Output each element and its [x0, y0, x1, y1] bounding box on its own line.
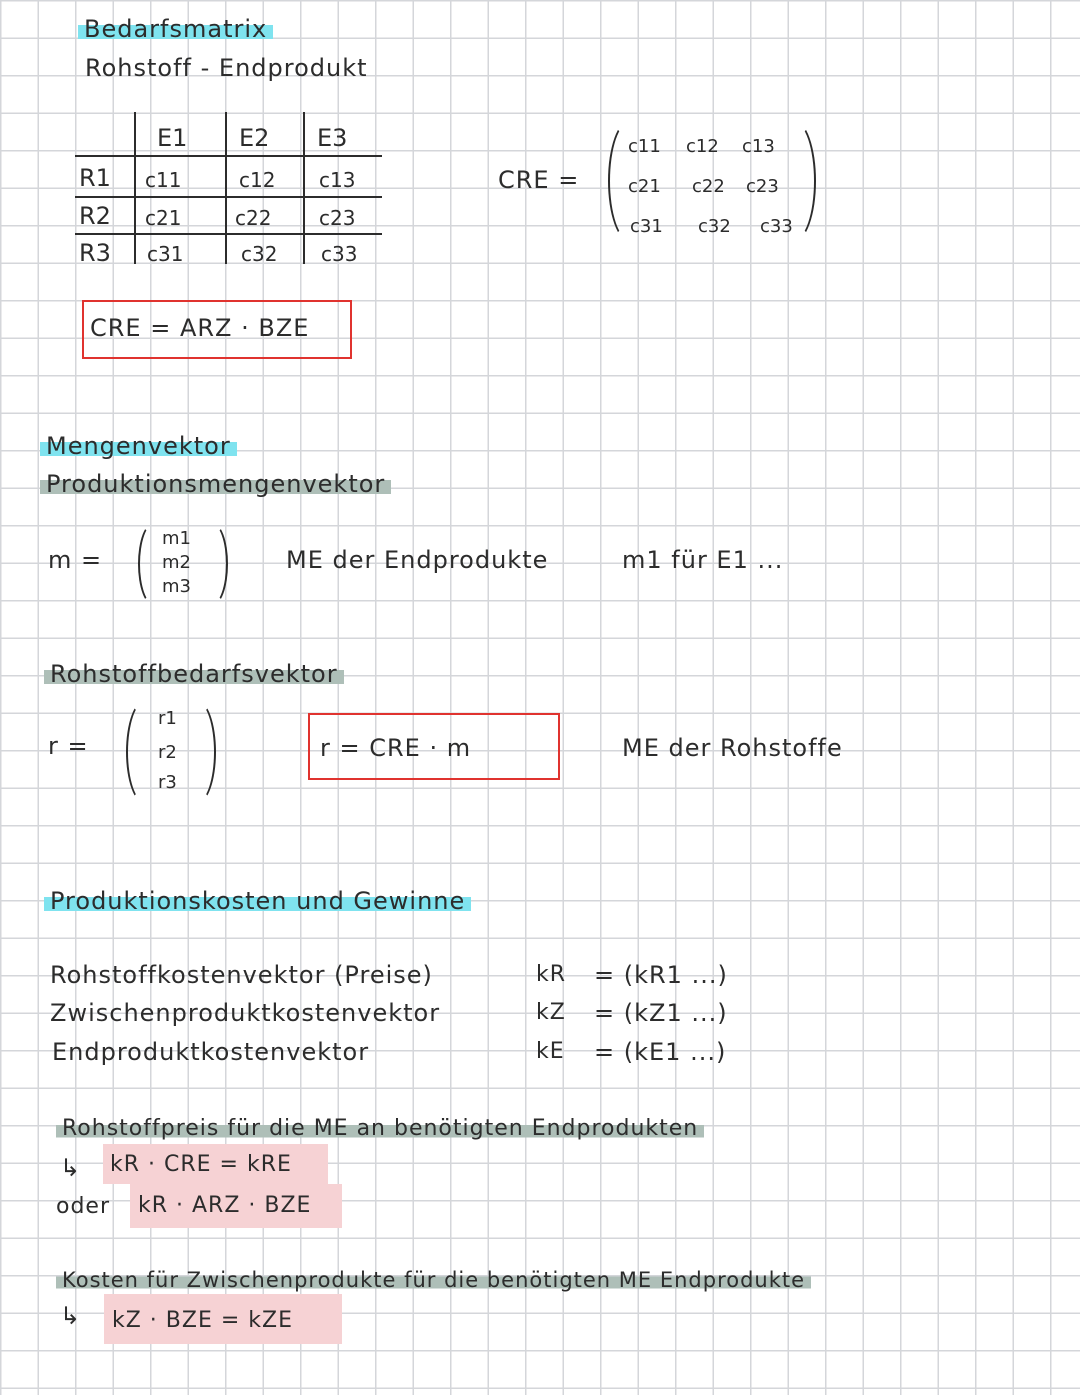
m-entry: m3 — [162, 576, 191, 597]
table-cell: c33 — [321, 242, 358, 266]
cost-vector-value: = (kE1 ...) — [594, 1038, 727, 1066]
m-entry: m2 — [162, 552, 191, 573]
formula-cre: CRE = ARZ · BZE — [90, 314, 310, 342]
table-cell: c32 — [241, 242, 278, 266]
table-cell: c12 — [239, 168, 276, 192]
m-entry: m1 — [162, 528, 191, 549]
cost-vector-name: Rohstoffkostenvektor (Preise) — [50, 961, 433, 989]
table-row-label: R3 — [79, 239, 111, 267]
heading-mengenvektor: Mengenvektor — [40, 432, 237, 460]
m-description: ME der Endprodukte — [286, 546, 549, 574]
formula-kre: kR · CRE = kRE — [110, 1152, 292, 1177]
matrix-entry: c12 — [686, 136, 719, 157]
table-col-header: E1 — [157, 124, 188, 152]
heading-bedarfsmatrix: Bedarfsmatrix — [78, 15, 273, 43]
cost-vector-symbol: kR — [536, 962, 567, 987]
cost-vector-name: Endproduktkostenvektor — [52, 1038, 370, 1066]
right-paren-icon — [178, 700, 216, 804]
matrix-entry: c21 — [628, 176, 661, 197]
matrix-entry: c13 — [742, 136, 775, 157]
table-cell: c22 — [235, 206, 272, 230]
subheading-produktionsmengenvektor: Produktionsmengenvektor — [40, 470, 391, 498]
table-col-header: E3 — [317, 124, 348, 152]
r-vector-label: r = — [48, 732, 89, 760]
cost-vector-value: = (kR1 ...) — [594, 961, 728, 989]
formula-r: r = CRE · m — [320, 734, 472, 762]
m-note: m1 für E1 ... — [622, 546, 784, 574]
r-description: ME der Rohstoffe — [622, 734, 843, 762]
table-cell: c31 — [147, 242, 184, 266]
matrix-entry: c22 — [692, 176, 725, 197]
matrix-entry: c31 — [630, 216, 663, 237]
cost-vector-symbol: kZ — [536, 1000, 566, 1025]
matrix-label: CRE = — [498, 166, 580, 194]
table-cell: c21 — [145, 206, 182, 230]
m-vector-label: m = — [48, 546, 103, 574]
table-col-header: E2 — [239, 124, 270, 152]
matrix-entry: c23 — [746, 176, 779, 197]
formula-kze: kZ · BZE = kZE — [112, 1308, 293, 1333]
heading-produktionskosten: Produktionskosten und Gewinne — [44, 887, 471, 915]
matrix-entry: c11 — [628, 136, 661, 157]
heading-zwischenprodukte: Kosten für Zwischenprodukte für die benötigten ME Endprodukte — [56, 1268, 811, 1292]
heading-rohstoffbedarfsvektor: Rohstoffbedarfsvektor — [44, 660, 344, 688]
r-entry: r2 — [158, 742, 177, 763]
formula-kre-alt: kR · ARZ · BZE — [138, 1193, 312, 1218]
oder-label: oder — [56, 1194, 111, 1219]
table-row-label: R1 — [79, 164, 111, 192]
table-cell: c11 — [145, 168, 182, 192]
matrix-entry: c33 — [760, 216, 793, 237]
arrow-icon: ↳ — [60, 1302, 82, 1330]
cost-vector-symbol: kE — [536, 1039, 565, 1064]
table-cell: c13 — [319, 168, 356, 192]
table-cell: c23 — [319, 206, 356, 230]
subheading-rohstoff-endprodukt: Rohstoff - Endprodukt — [85, 54, 368, 82]
bedarfs-table — [75, 112, 382, 267]
cost-vector-value: = (kZ1 ...) — [594, 999, 728, 1027]
heading-rohstoffpreis: Rohstoffpreis für die ME an benötigten Endprodukten — [56, 1116, 704, 1141]
r-entry: r1 — [158, 708, 177, 729]
arrow-icon: ↳ — [60, 1154, 82, 1182]
r-entry: r3 — [158, 772, 177, 793]
table-row-label: R2 — [79, 202, 111, 230]
matrix-entry: c32 — [698, 216, 731, 237]
cost-vector-name: Zwischenproduktkostenvektor — [50, 999, 441, 1027]
right-paren-icon — [196, 522, 228, 606]
